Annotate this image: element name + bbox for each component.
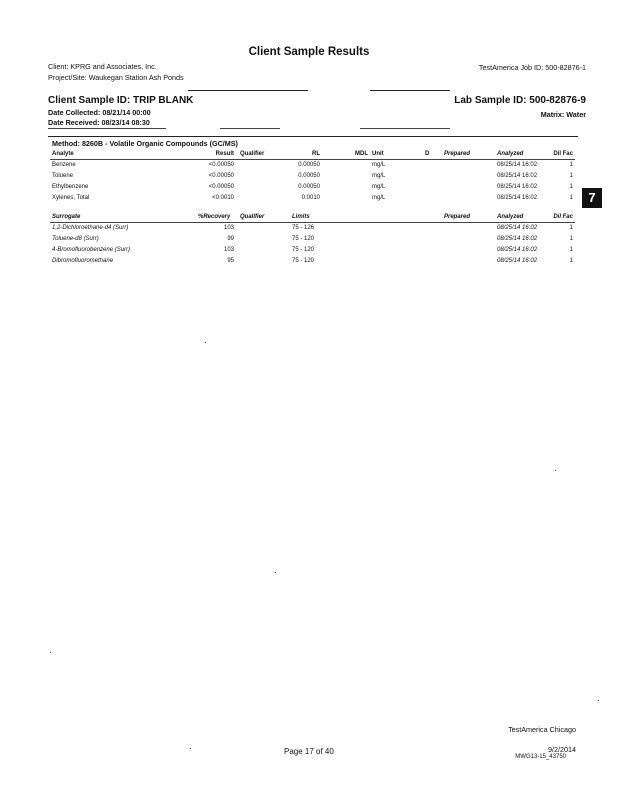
analyte-dil: 1 xyxy=(569,162,573,168)
surrogate-recovery: 95 xyxy=(227,258,234,264)
analyte-result: <0.00050 xyxy=(208,173,234,179)
col-d: D xyxy=(425,151,430,157)
col-qualifier: Qualifier xyxy=(240,151,265,157)
surrogate-limits: 75 - 120 xyxy=(292,258,315,264)
analyte-rl: 0.00050 xyxy=(298,184,320,190)
surrogate-name: Toluene-d8 (Surr) xyxy=(52,236,99,242)
col-surr-qualifier: Qualifier xyxy=(240,214,265,220)
divider xyxy=(360,128,450,129)
scan-speck xyxy=(598,700,599,701)
col-analyzed: Analyzed xyxy=(497,151,524,157)
date-received: Date Received: 08/23/14 08:30 xyxy=(48,118,150,127)
footer-date: 9/2/2014 xyxy=(548,745,576,754)
page-title: Client Sample Results xyxy=(248,46,370,58)
surrogate-analyzed: 08/25/14 16:02 xyxy=(497,247,538,253)
surrogate-dil: 1 xyxy=(569,225,573,231)
analyte-dil: 1 xyxy=(569,184,573,190)
page-number: Page 17 of 40 xyxy=(284,747,334,756)
col-mdl: MDL xyxy=(355,151,368,157)
analyte-rl: 0.00050 xyxy=(298,162,320,168)
col-result: Result xyxy=(215,151,234,157)
surrogate-recovery: 103 xyxy=(223,247,234,253)
lab-sample-id: Lab Sample ID: 500-82876-9 xyxy=(454,95,586,106)
analyte-dil: 1 xyxy=(569,195,573,201)
surrogate-header-rule xyxy=(50,222,575,223)
analyte-rl: 0.0010 xyxy=(301,195,320,201)
client-sample-id: Client Sample ID: TRIP BLANK xyxy=(48,95,194,106)
client-line: Client: KPRG and Associates, Inc. xyxy=(48,62,157,71)
divider xyxy=(188,90,308,91)
analyte-unit: mg/L xyxy=(372,162,386,168)
surrogate-dil: 1 xyxy=(569,258,573,264)
col-unit: Unit xyxy=(372,151,384,157)
analyte-analyzed: 08/25/14 16:02 xyxy=(497,173,538,179)
method-title: Method: 8260B - Volatile Organic Compounds (GC/MS) xyxy=(52,139,238,148)
col-dil-fac: Dil Fac xyxy=(553,151,573,157)
analyte-result: <0.0010 xyxy=(212,195,234,201)
surrogate-recovery: 103 xyxy=(223,225,234,231)
project-line: Project/Site: Waukegan Station Ash Ponds xyxy=(48,73,184,82)
analyte-name: Xylenes, Total xyxy=(52,195,90,201)
analyte-analyzed: 08/25/14 16:02 xyxy=(497,184,538,190)
analyte-name: Benzene xyxy=(52,162,76,168)
surrogate-analyzed: 08/25/14 16:02 xyxy=(497,236,538,242)
col-limits: Limits xyxy=(292,214,310,220)
analyte-analyzed: 08/25/14 16:02 xyxy=(497,162,538,168)
footer-company: TestAmerica Chicago xyxy=(508,725,576,734)
matrix: Matrix: Water xyxy=(540,110,586,119)
header-rule xyxy=(50,159,575,160)
analyte-dil: 1 xyxy=(569,173,573,179)
analyte-unit: mg/L xyxy=(372,184,386,190)
col-surr-analyzed: Analyzed xyxy=(497,214,524,220)
surrogate-limits: 75 - 120 xyxy=(292,247,315,253)
col-prepared: Prepared xyxy=(444,151,471,157)
analyte-result: <0.00050 xyxy=(208,162,234,168)
analyte-rl: 0.00050 xyxy=(298,173,320,179)
scan-speck xyxy=(275,572,276,573)
col-surr-dil-fac: Dil Fac xyxy=(553,214,573,220)
col-recovery: %Recovery xyxy=(198,214,231,220)
col-surr-prepared: Prepared xyxy=(444,214,471,220)
surrogate-name: Dibromofluoromethane xyxy=(52,258,114,264)
analyte-unit: mg/L xyxy=(372,173,386,179)
section-tab: 7 xyxy=(582,188,602,208)
scan-speck xyxy=(190,748,191,749)
analyte-result: <0.00050 xyxy=(208,184,234,190)
surrogate-name: 1,2-Dichloroethane-d4 (Surr) xyxy=(52,225,129,231)
job-id: TestAmerica Job ID: 500-82876-1 xyxy=(478,63,586,72)
analyte-name: Toluene xyxy=(52,173,74,179)
surrogate-dil: 1 xyxy=(569,247,573,253)
divider xyxy=(370,90,450,91)
col-surrogate: Surrogate xyxy=(52,214,81,220)
footer-code: MWG13-15_43750 xyxy=(515,754,566,760)
surrogate-analyzed: 08/25/14 16:02 xyxy=(497,258,538,264)
surrogate-name: 4-Bromofluorobenzene (Surr) xyxy=(52,247,131,253)
date-collected: Date Collected: 08/21/14 00:00 xyxy=(48,108,151,117)
surrogate-analyzed: 08/25/14 16:02 xyxy=(497,225,538,231)
col-analyte: Analyte xyxy=(52,151,74,157)
scan-speck xyxy=(555,470,556,471)
scan-speck xyxy=(205,342,206,343)
divider xyxy=(220,128,280,129)
divider xyxy=(48,128,166,129)
surrogate-dil: 1 xyxy=(569,236,573,242)
col-rl: RL xyxy=(312,151,320,157)
analyte-unit: mg/L xyxy=(372,195,386,201)
surrogate-recovery: 99 xyxy=(227,236,234,242)
analyte-name: Ethylbenzene xyxy=(52,184,89,190)
analyte-analyzed: 08/25/14 16:02 xyxy=(497,195,538,201)
surrogate-limits: 75 - 126 xyxy=(292,225,315,231)
surrogate-limits: 75 - 120 xyxy=(292,236,315,242)
scan-speck xyxy=(50,652,51,653)
